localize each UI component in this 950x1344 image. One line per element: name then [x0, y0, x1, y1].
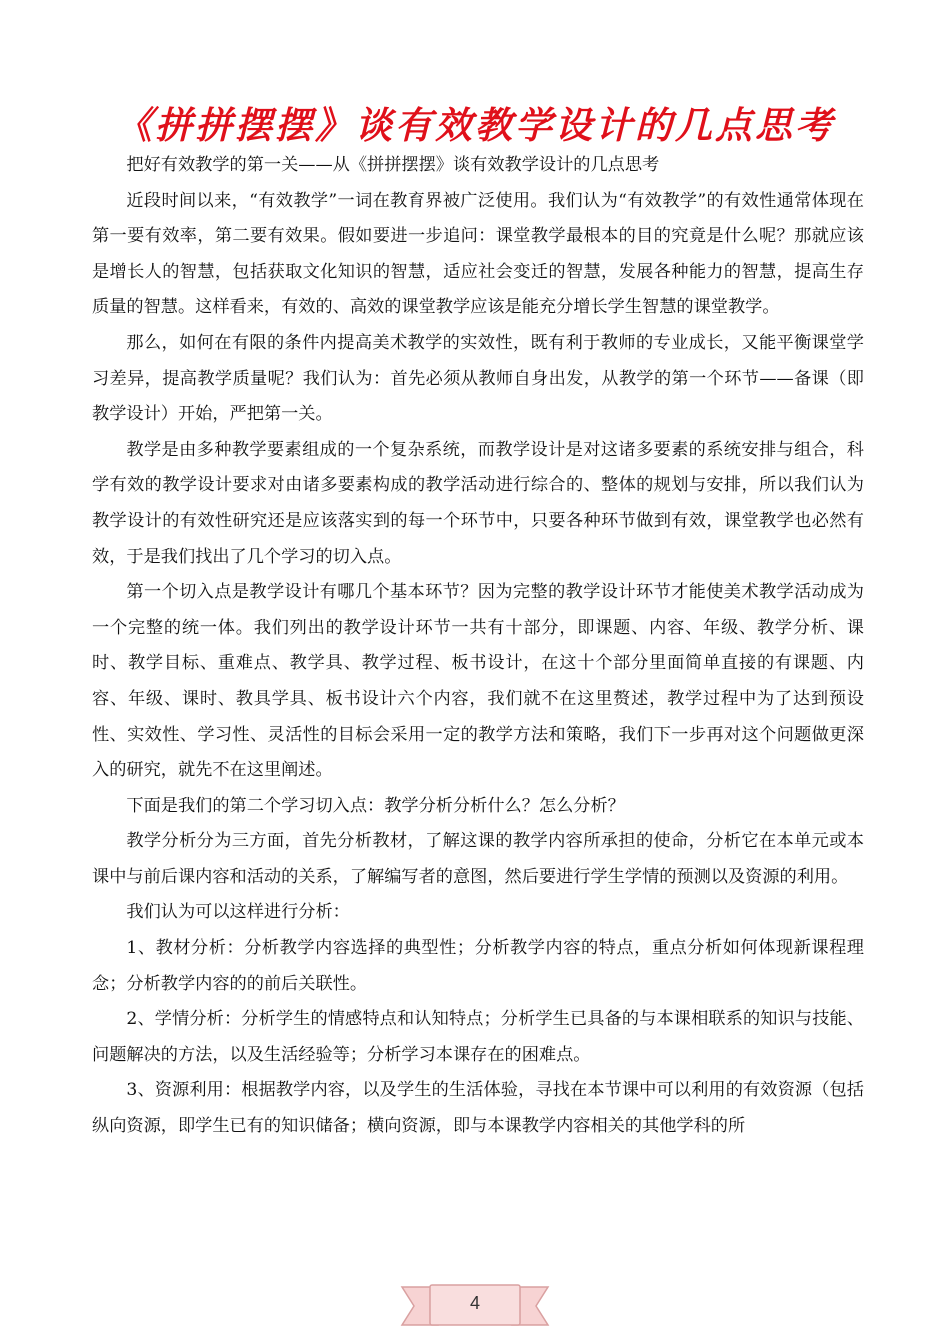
paragraph: 1、教材分析：分析教学内容选择的典型性；分析教学内容的特点，重点分析如何体现新课程理念；分析教学内容的的前后关联性。 [92, 938, 864, 994]
paragraph: 2、学情分析：分析学生的情感特点和认知特点；分析学生已具备的与本课相联系的知识与技能、问题解决的方法，以及生活经验等；分析学习本课存在的困难点。 [92, 1009, 864, 1065]
paragraph: 我们认为可以这样进行分析： [126, 902, 350, 923]
paragraph: 那么，如何在有限的条件内提高美术教学的实效性，既有利于教师的专业成长，又能平衡课堂学习差异，提高教学质量呢？我们认为：首先必须从教师自身出发，从教学的第一个环节——备课（即教学设计）开始，严把第一关。 [92, 332, 864, 425]
paragraph: 教学是由多种教学要素组成的一个复杂系统，而教学设计是对这诸多要素的系统安排与组合，科学有效的教学设计要求对由诸多要素构成的教学活动进行综合的、整体的规划与安排，所以我们认为教学设计的有效性研究还是应该落实到的每一个环节中，只要各种环节做到有效，课堂教学也必然有效，于是我们找出了几个学习的切入点。 [92, 439, 864, 567]
paragraph: 把好有效教学的第一关——从《拼拼摆摆》谈有效教学设计的几点思考 [126, 155, 660, 175]
paragraph: 第一个切入点是教学设计有哪几个基本环节？因为完整的教学设计环节才能使美术教学活动成为一个完整的统一体。我们列出的教学设计环节一共有十部分，即课题、内容、年级、教学分析、课时、教学目标、重难点、教学具、教学过程、板书设计，在这十个部分里面简单直接的有课题、内容、年级、课时、教具学具、板书设计六个内容，我们就不在这里赘述，教学过程中为了达到预设性、实效性、学习性、灵活性的目标会采用一定的教学方法和策略，我们下一步再对这个问题做更深入的研究，就先不在这里阐述。 [92, 582, 864, 781]
page-number-badge [400, 1283, 550, 1331]
paragraph: 3、资源利用：根据教学内容，以及学生的生活体验，寻找在本节课中可以利用的有效资源（包括纵向资源，即学生已有的知识储备；横向资源，即与本课教学内容相关的其他学科的所 [92, 1080, 864, 1137]
paragraph: 下面是我们的第二个学习切入点：教学分析分析什么？怎么分析？ [126, 795, 625, 816]
paragraph: 近段时间以来，“有效教学”一词在教育界被广泛使用。我们认为“有效教学”的有效性通常体现在第一要有效率，第二要有效果。假如要进一步追问：课堂教学最根本的目的究竟是什么呢？那就应该是增长人的智慧，包括获取文化知识的智慧，适应社会变迁的智慧，发展各种能力的智慧，提高生存质量的智慧。这样看来，有效的、高效的课堂教学应该是能充分增长学生智慧的课堂教学。 [92, 190, 864, 318]
paragraph: 教学分析分为三方面，首先分析教材，了解这课的教学内容所承担的使命，分析它在本单元或本课中与前后课内容和活动的关系，了解编写者的意图，然后要进行学生学情的预测以及资源的利用。 [92, 831, 864, 887]
document-title: 《拼拼摆摆》谈有效教学设计的几点思考 [115, 104, 835, 147]
document-body [92, 148, 864, 1145]
page-number: 4 [469, 1293, 480, 1313]
